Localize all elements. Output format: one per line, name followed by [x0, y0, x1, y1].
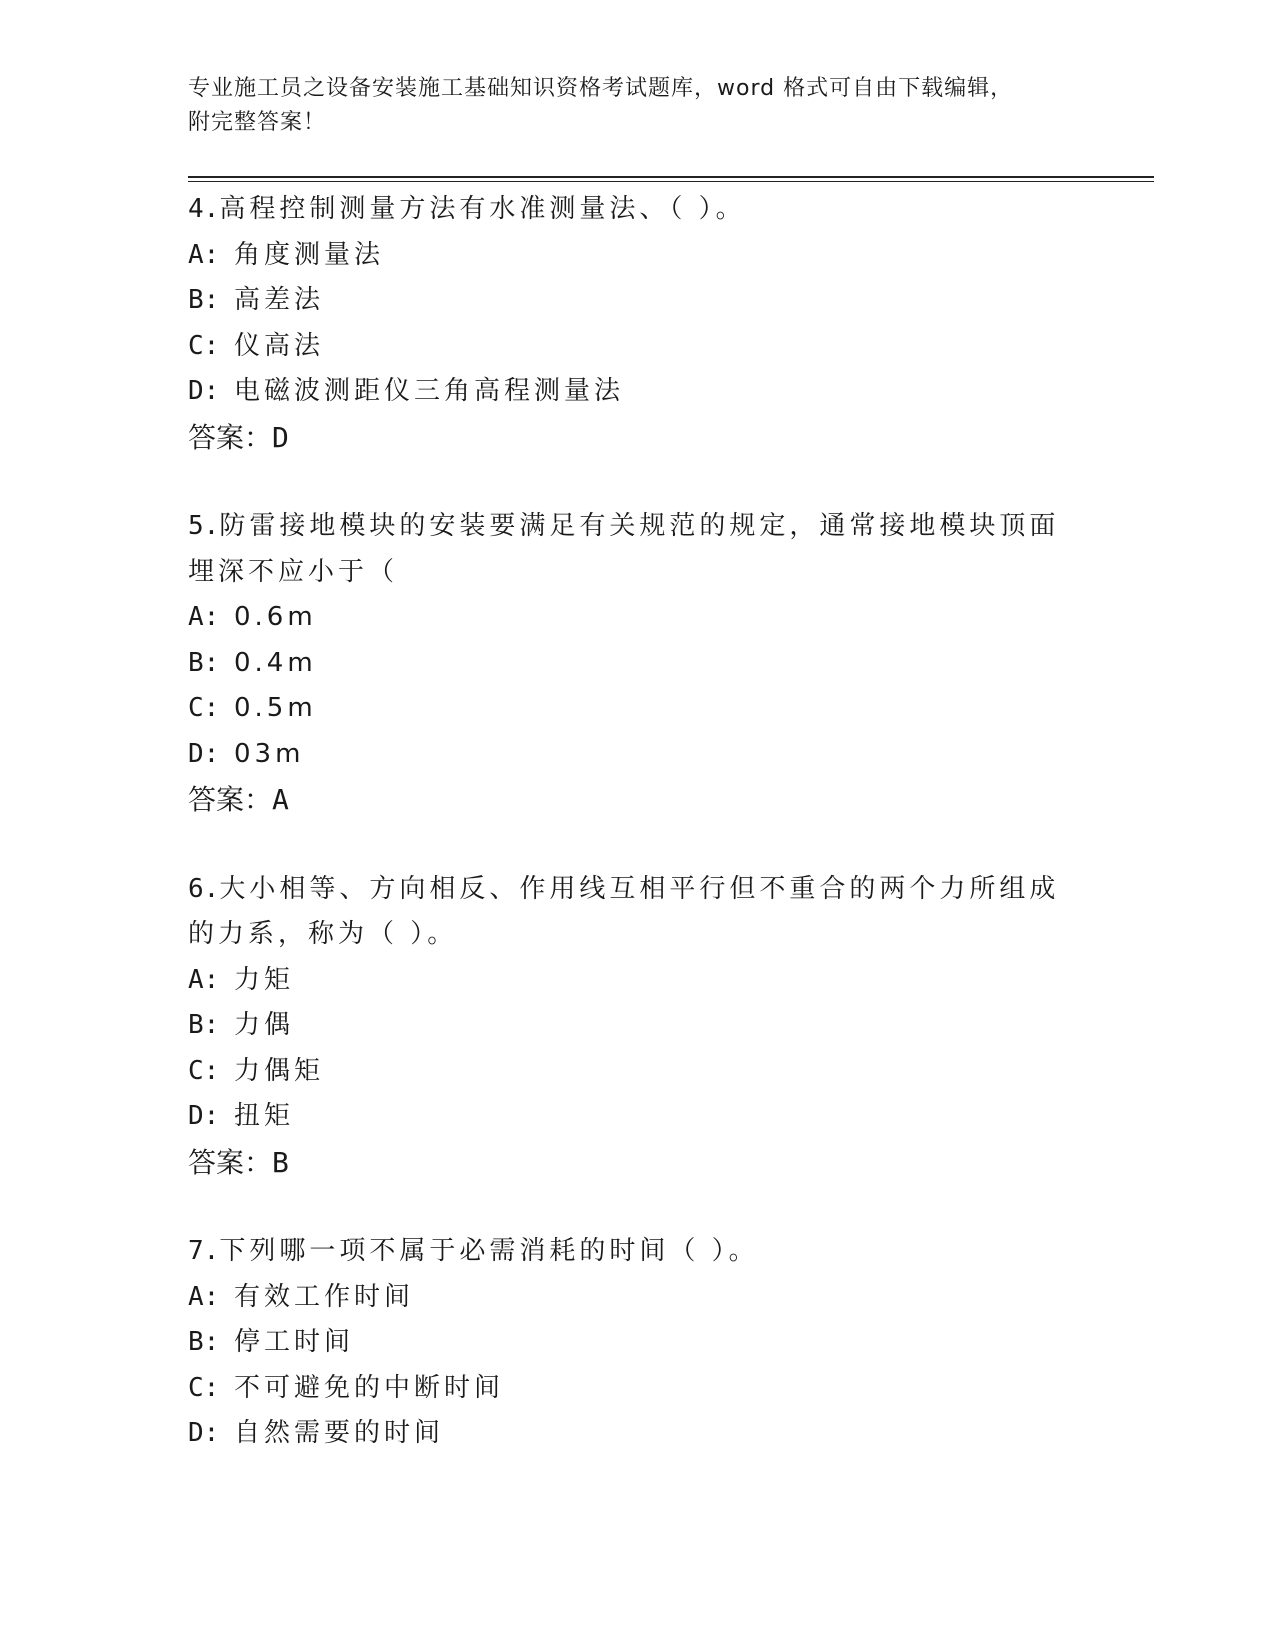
question-number: 4. [188, 194, 220, 224]
header-rule-thin [188, 181, 1154, 182]
option-letter: B: [188, 647, 220, 678]
header-rule-thick [188, 176, 1154, 178]
option-text: 不可避免的中断时间 [234, 1372, 505, 1403]
option-a [188, 958, 1088, 1004]
option-b [188, 1003, 1088, 1049]
option-letter: C: [188, 693, 220, 723]
question-text [188, 504, 1088, 595]
option-d [188, 1411, 1088, 1457]
option-d [188, 1094, 1088, 1140]
option-letter: C: [188, 1372, 220, 1403]
answer-label: 答案： [188, 783, 273, 816]
option-text: 力矩 [234, 964, 295, 995]
answer-value: A [272, 783, 289, 816]
question-body: 大小相等、方向相反、作用线互相平行但不重合的两个力所组成的力系，称为（ ）。 [188, 873, 1060, 949]
option-b [188, 278, 1088, 324]
option-letter: B: [188, 1010, 220, 1040]
option-text: 03m [234, 738, 305, 769]
option-letter: D: [188, 376, 220, 406]
question-7 [188, 1229, 1088, 1457]
option-text: 仪高法 [234, 330, 325, 361]
option-text: 0.6m [234, 602, 317, 632]
question-4 [188, 187, 1088, 460]
question-6 [188, 867, 1088, 1186]
option-text: 电磁波测距仪三角高程测量法 [234, 376, 625, 406]
question-number: 6. [188, 873, 220, 904]
answer-line [188, 1140, 1088, 1186]
option-text: 扭矩 [234, 1101, 295, 1131]
option-letter: A: [188, 1281, 220, 1312]
question-number: 5. [188, 511, 220, 541]
option-text: 自然需要的时间 [234, 1418, 445, 1448]
option-letter: D: [188, 738, 220, 769]
option-text: 力偶 [234, 1010, 295, 1040]
question-list [188, 187, 1088, 1501]
option-a [188, 1275, 1088, 1321]
option-b [188, 1320, 1088, 1366]
question-5 [188, 504, 1088, 823]
option-letter: A: [188, 964, 220, 995]
answer-line [188, 777, 1088, 823]
answer-value: B [272, 1145, 289, 1179]
option-c [188, 1049, 1088, 1095]
option-text: 角度测量法 [234, 239, 385, 270]
header-line-2: 附完整答案！ [188, 110, 327, 135]
option-letter: B: [188, 285, 220, 315]
option-text: 0.5m [234, 693, 317, 723]
option-c [188, 1366, 1088, 1412]
question-text [188, 187, 1088, 233]
option-text: 0.4m [234, 647, 317, 678]
option-a [188, 233, 1088, 279]
question-text [188, 1229, 1088, 1275]
option-letter: A: [188, 602, 220, 632]
answer-line [188, 415, 1088, 461]
header-line-1: 专业施工员之设备安装施工基础知识资格考试题库，word 格式可自由下载编辑， [188, 76, 1014, 101]
answer-value: D [272, 420, 289, 454]
option-letter: C: [188, 1055, 220, 1086]
option-text: 高差法 [234, 285, 325, 315]
option-d [188, 732, 1088, 778]
question-body: 防雷接地模块的安装要满足有关规范的规定，通常接地模块顶面埋深不应小于（ [188, 511, 1060, 587]
option-letter: B: [188, 1327, 220, 1357]
option-c [188, 324, 1088, 370]
option-letter: D: [188, 1101, 220, 1131]
option-c [188, 686, 1088, 732]
option-letter: A: [188, 239, 220, 270]
answer-label: 答案： [188, 420, 273, 454]
option-letter: C: [188, 330, 220, 361]
option-text: 力偶矩 [234, 1055, 325, 1086]
question-body: 下列哪一项不属于必需消耗的时间（ ）。 [219, 1236, 759, 1266]
option-a [188, 595, 1088, 641]
option-text: 停工时间 [234, 1327, 355, 1357]
question-number: 7. [188, 1236, 220, 1266]
answer-label: 答案： [188, 1145, 273, 1179]
question-body: 高程控制测量方法有水准测量法、（ ）。 [219, 194, 746, 224]
question-text [188, 867, 1088, 958]
option-letter: D: [188, 1418, 220, 1448]
option-d [188, 369, 1088, 415]
option-b [188, 641, 1088, 687]
document-header [188, 72, 1068, 140]
option-text: 有效工作时间 [234, 1281, 415, 1312]
